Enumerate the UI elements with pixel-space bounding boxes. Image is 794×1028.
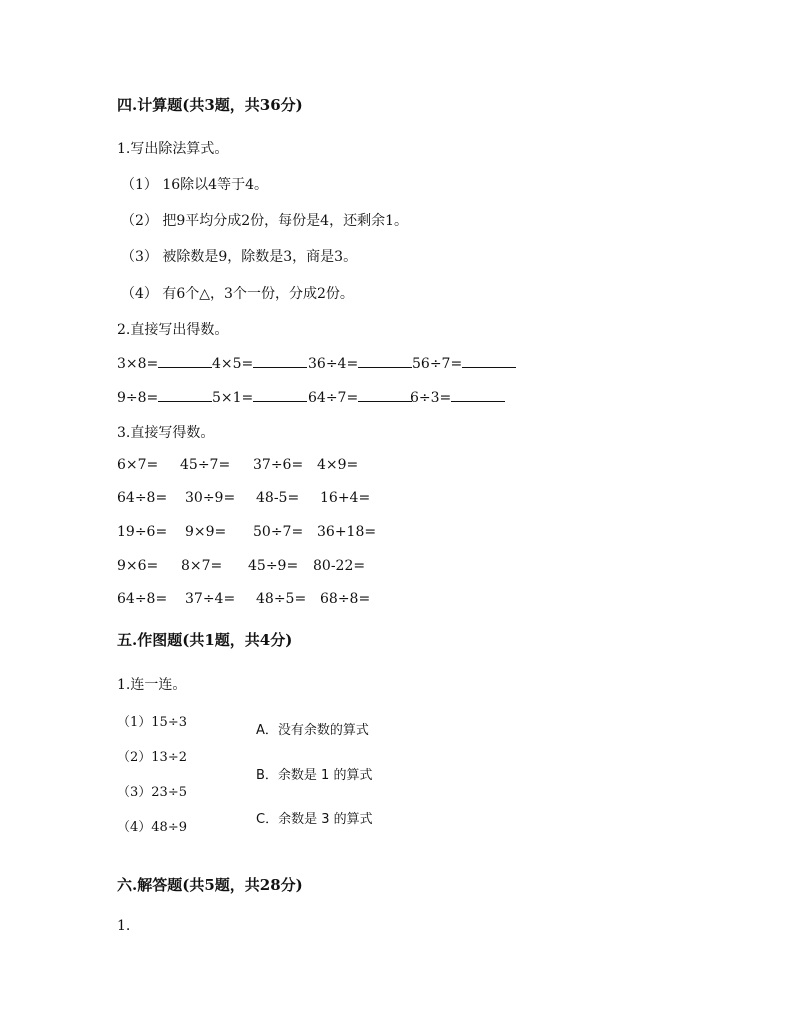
- equation-text: 64÷8=: [117, 490, 168, 506]
- answer-blank[interactable]: [253, 389, 307, 402]
- equation-text: 48-5=: [256, 490, 300, 506]
- equation-cell: [117, 389, 212, 406]
- section-heading-drawing: 五.作图题(共1题，共4分): [117, 631, 293, 649]
- match-left-item[interactable]: （1）15÷3: [117, 715, 187, 730]
- equation-cell: [117, 355, 212, 372]
- equation-text: 45÷7=: [180, 457, 231, 473]
- match-left-item[interactable]: （3）23÷5: [117, 785, 187, 800]
- match-right-item[interactable]: B．余数是 1 的算式: [256, 768, 373, 783]
- question-number: 1.: [117, 918, 131, 934]
- section-heading-calculation: 四.计算题(共3题，共36分): [117, 96, 303, 114]
- answer-blank[interactable]: [451, 389, 505, 402]
- equation-text: 37÷4=: [185, 591, 236, 607]
- answer-blank[interactable]: [358, 389, 412, 402]
- section-heading-answer-questions: 六.解答题(共5题，共28分): [117, 876, 303, 894]
- equation-text: 6×7=: [117, 457, 159, 473]
- equation-text: 48÷5=: [256, 591, 307, 607]
- equation-text: 9×6=: [117, 558, 159, 574]
- equation-text: 9×9=: [185, 524, 227, 540]
- question-title-write-division: 1.写出除法算式。: [117, 141, 229, 157]
- equation-text: 16+4=: [320, 490, 371, 506]
- equation-text: 9÷8=: [117, 390, 159, 406]
- equation-cell: [412, 355, 516, 372]
- equation-text: 50÷7=: [253, 524, 304, 540]
- answer-blank[interactable]: [358, 355, 412, 368]
- equation-cell: [212, 389, 307, 406]
- match-left-item[interactable]: （4）48÷9: [117, 820, 187, 835]
- equation-text: 80-22=: [313, 558, 366, 574]
- question-item: （4） 有6个△，3个一份，分成2份。: [121, 286, 354, 302]
- answer-blank[interactable]: [253, 355, 307, 368]
- equation-cell: [308, 355, 412, 372]
- match-right-item[interactable]: A．没有余数的算式: [256, 723, 369, 738]
- question-item: （2） 把9平均分成2份，每份是4，还剩余1。: [121, 213, 408, 229]
- equation-text: 64÷8=: [117, 591, 168, 607]
- equation-text: 36+18=: [317, 524, 377, 540]
- question-title-direct-results: 2.直接写出得数。: [117, 322, 229, 338]
- equation-text: 4×9=: [317, 457, 359, 473]
- equation-text: 37÷6=: [253, 457, 304, 473]
- answer-blank[interactable]: [158, 389, 212, 402]
- equation-text: 64÷7=: [308, 390, 359, 406]
- equation-text: 4×5=: [212, 356, 254, 372]
- equation-text: 30÷9=: [185, 490, 236, 506]
- equation-text: 3×8=: [117, 356, 159, 372]
- equation-cell: [308, 389, 412, 406]
- question-item: （1） 16除以4等于4。: [121, 177, 268, 193]
- equation-cell: [212, 355, 307, 372]
- equation-text: 45÷9=: [248, 558, 299, 574]
- equation-text: 8×7=: [181, 558, 223, 574]
- match-left-item[interactable]: （2）13÷2: [117, 750, 187, 765]
- equation-text: 36÷4=: [308, 356, 359, 372]
- answer-blank[interactable]: [158, 355, 212, 368]
- question-title-write-results: 3.直接写得数。: [117, 425, 215, 441]
- answer-blank[interactable]: [462, 355, 516, 368]
- equation-text: 56÷7=: [412, 356, 463, 372]
- match-right-item[interactable]: C．余数是 3 的算式: [256, 812, 373, 827]
- equation-text: 19÷6=: [117, 524, 168, 540]
- equation-cell: [410, 389, 505, 406]
- equation-text: 6÷3=: [410, 390, 452, 406]
- equation-text: 5×1=: [212, 390, 254, 406]
- equation-text: 68÷8=: [320, 591, 371, 607]
- question-item: （3） 被除数是9，除数是3，商是3。: [121, 249, 358, 265]
- question-title-connect: 1.连一连。: [117, 677, 187, 693]
